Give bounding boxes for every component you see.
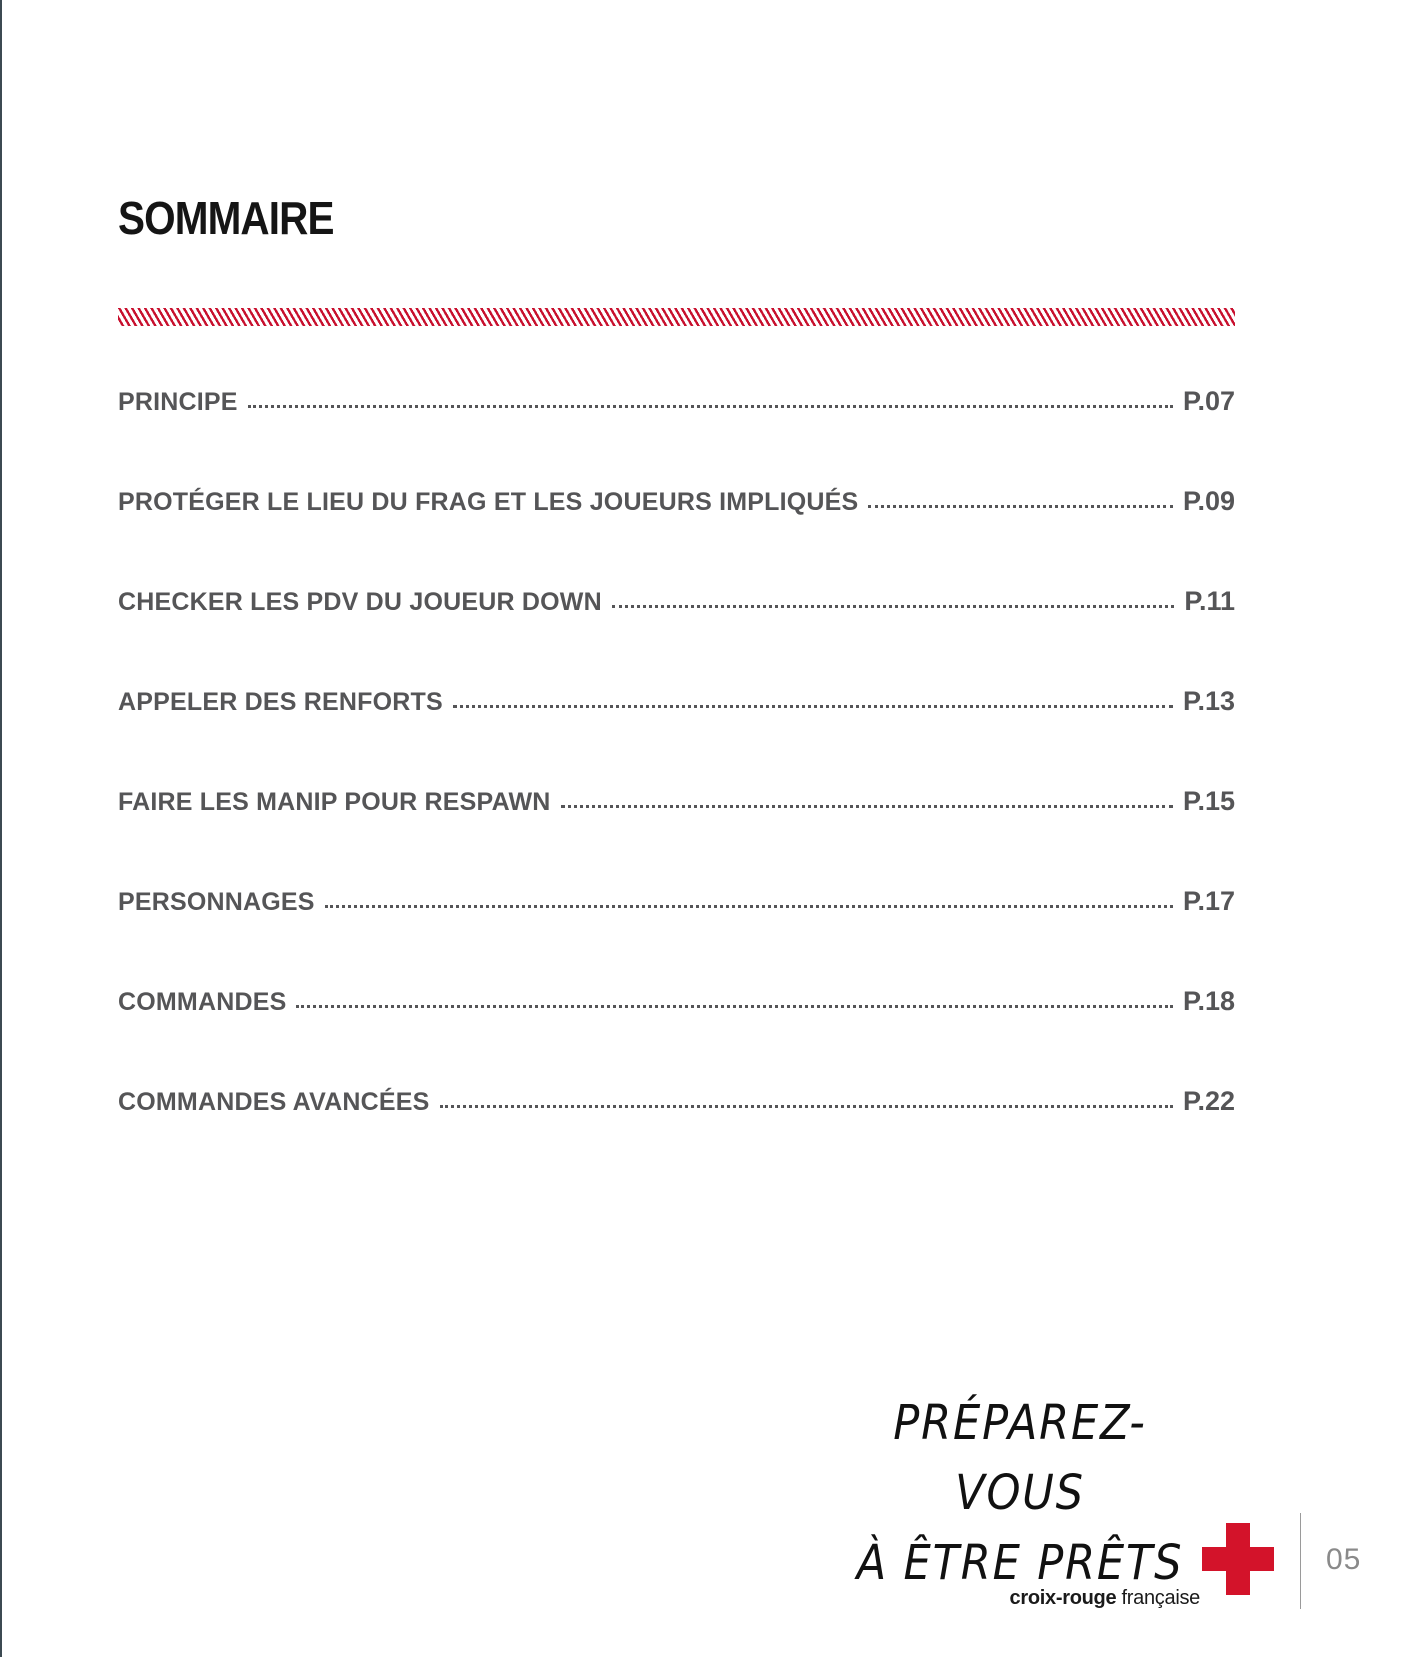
toc-entry-label: PERSONNAGES bbox=[118, 888, 315, 916]
toc-entry-commandes[interactable] bbox=[118, 986, 1235, 1086]
toc-entry-appeler[interactable] bbox=[118, 686, 1235, 786]
toc-entry-page: P.11 bbox=[1184, 586, 1235, 616]
toc-entry-label: APPELER DES RENFORTS bbox=[118, 688, 443, 716]
red-cross-icon bbox=[1202, 1523, 1274, 1595]
page-edge bbox=[0, 0, 2, 1657]
page-number-divider bbox=[1300, 1513, 1301, 1609]
toc-entry-commandes-avancees[interactable] bbox=[118, 1086, 1235, 1186]
toc-entry-page: P.07 bbox=[1182, 386, 1235, 416]
page-number: 05 bbox=[1326, 1543, 1362, 1576]
toc-entry-label: CHECKER LES PDV DU JOUEUR DOWN bbox=[118, 588, 602, 616]
dot-leader bbox=[248, 404, 1173, 408]
slogan bbox=[820, 1388, 1220, 1598]
toc-entry-page: P.15 bbox=[1182, 786, 1235, 816]
dot-leader bbox=[453, 704, 1173, 708]
dot-leader bbox=[612, 604, 1175, 608]
brand-name bbox=[1000, 1587, 1200, 1610]
table-of-contents bbox=[118, 386, 1235, 1186]
dot-leader bbox=[296, 1004, 1172, 1008]
toc-entry-personnages[interactable] bbox=[118, 886, 1235, 986]
toc-entry-label: COMMANDES AVANCÉES bbox=[118, 1088, 430, 1116]
dot-leader bbox=[440, 1104, 1173, 1108]
page-title: SOMMAIRE bbox=[118, 192, 334, 244]
slogan-line-2: À ÊTRE PRÊTS bbox=[856, 1535, 1184, 1591]
toc-entry-page: P.22 bbox=[1182, 1086, 1235, 1116]
toc-entry-principe[interactable] bbox=[118, 386, 1235, 486]
toc-entry-label: COMMANDES bbox=[118, 988, 287, 1016]
brand-name-bold: croix-rouge bbox=[1009, 1587, 1117, 1609]
dot-leader bbox=[868, 504, 1173, 508]
slogan-line-1: PRÉPAREZ-VOUS bbox=[893, 1395, 1147, 1521]
toc-entry-page: P.17 bbox=[1182, 886, 1235, 916]
brand-name-regular: française bbox=[1121, 1587, 1200, 1609]
toc-entry-proteger[interactable] bbox=[118, 486, 1235, 586]
toc-entry-label: PROTÉGER LE LIEU DU FRAG ET LES JOUEURS IMPLIQUÉS bbox=[118, 488, 859, 516]
toc-entry-page: P.09 bbox=[1182, 486, 1235, 516]
toc-entry-label: FAIRE LES MANIP POUR RESPAWN bbox=[118, 788, 551, 816]
toc-entry-label: PRINCIPE bbox=[118, 388, 238, 416]
toc-entry-faire[interactable] bbox=[118, 786, 1235, 886]
hatched-divider bbox=[118, 308, 1235, 326]
toc-entry-page: P.18 bbox=[1182, 986, 1235, 1016]
toc-entry-checker[interactable] bbox=[118, 586, 1235, 686]
dot-leader bbox=[561, 804, 1173, 808]
toc-entry-page: P.13 bbox=[1182, 686, 1235, 716]
dot-leader bbox=[325, 904, 1173, 908]
